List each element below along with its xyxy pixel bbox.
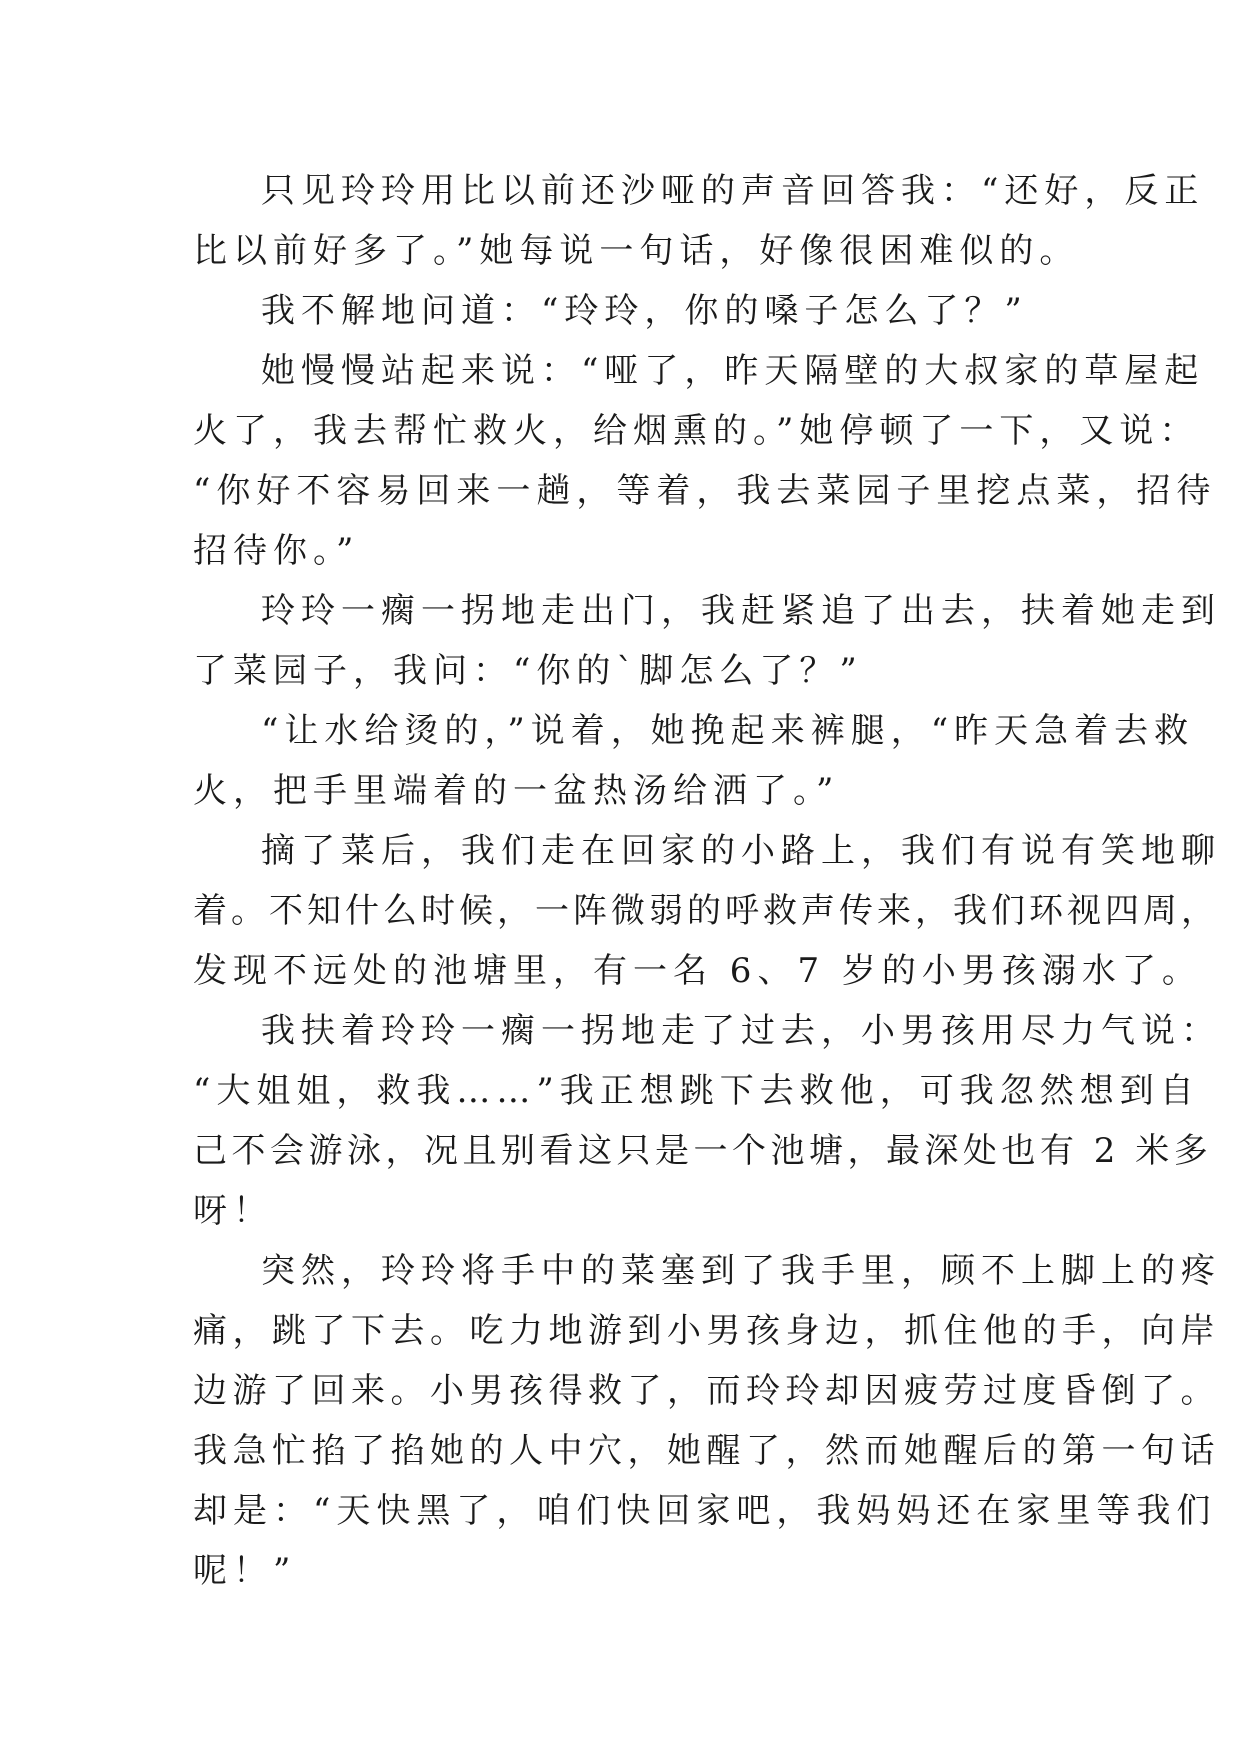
text-line: 玲玲一瘸一拐地走出门，我赶紧追了出去，扶着她走到 (261, 591, 1221, 631)
text-line: 招待你。” (193, 531, 360, 571)
text-line: “大姐姐，救我……”我正想跳下去救他，可我忽然想到自 (193, 1071, 1200, 1111)
text-line: 了菜园子，我问：“你的`脚怎么了？” (193, 651, 863, 691)
text-line: “让水给烫的，”说着，她挽起来裤腿，“昨天急着去救 (261, 711, 1195, 751)
text-line: 火了，我去帮忙救火，给烟熏的。”她停顿了一下，又说： (193, 411, 1200, 451)
text-line: 火，把手里端着的一盆热汤给洒了。” (193, 771, 840, 811)
text-line: “你好不容易回来一趟，等着，我去菜园子里挖点菜，招待 (193, 471, 1217, 511)
text-line: 突然，玲玲将手中的菜塞到了我手里，顾不上脚上的疼 (261, 1251, 1221, 1291)
text-line: 边游了回来。小男孩得救了，而玲玲却因疲劳过度昏倒了。 (193, 1371, 1220, 1411)
body-text (193, 161, 1221, 1601)
text-line: 却是：“天快黑了，咱们快回家吧，我妈妈还在家里等我们 (193, 1491, 1217, 1531)
text-line: 痛，跳了下去。吃力地游到小男孩身边，抓住他的手，向岸 (193, 1311, 1220, 1351)
text-line: 己不会游泳，况且别看这只是一个池塘，最深处也有 2 米多 (193, 1131, 1213, 1171)
text-line: 比以前好多了。”她每说一句话，好像很困难似的。 (193, 231, 1080, 271)
text-line: 我不解地问道：“玲玲，你的嗓子怎么了？” (261, 291, 1028, 331)
text-line: 她慢慢站起来说：“哑了，昨天隔壁的大叔家的草屋起 (261, 351, 1205, 391)
text-line: 呢！” (193, 1551, 297, 1591)
text-line: 我扶着玲玲一瘸一拐地走了过去，小男孩用尽力气说： (261, 1011, 1221, 1051)
text-line: 我急忙掐了掐她的人中穴，她醒了，然而她醒后的第一句话 (193, 1431, 1220, 1471)
text-line: 着。不知什么时候，一阵微弱的呼救声传来，我们环视四周， (193, 891, 1219, 931)
text-line: 呀！ (193, 1191, 273, 1231)
text-line: 发现不远处的池塘里，有一名 6、7 岁的小男孩溺水了。 (193, 951, 1202, 991)
text-line: 摘了菜后，我们走在回家的小路上，我们有说有笑地聊 (261, 831, 1221, 871)
text-line: 只见玲玲用比以前还沙哑的声音回答我：“还好，反正 (261, 171, 1205, 211)
